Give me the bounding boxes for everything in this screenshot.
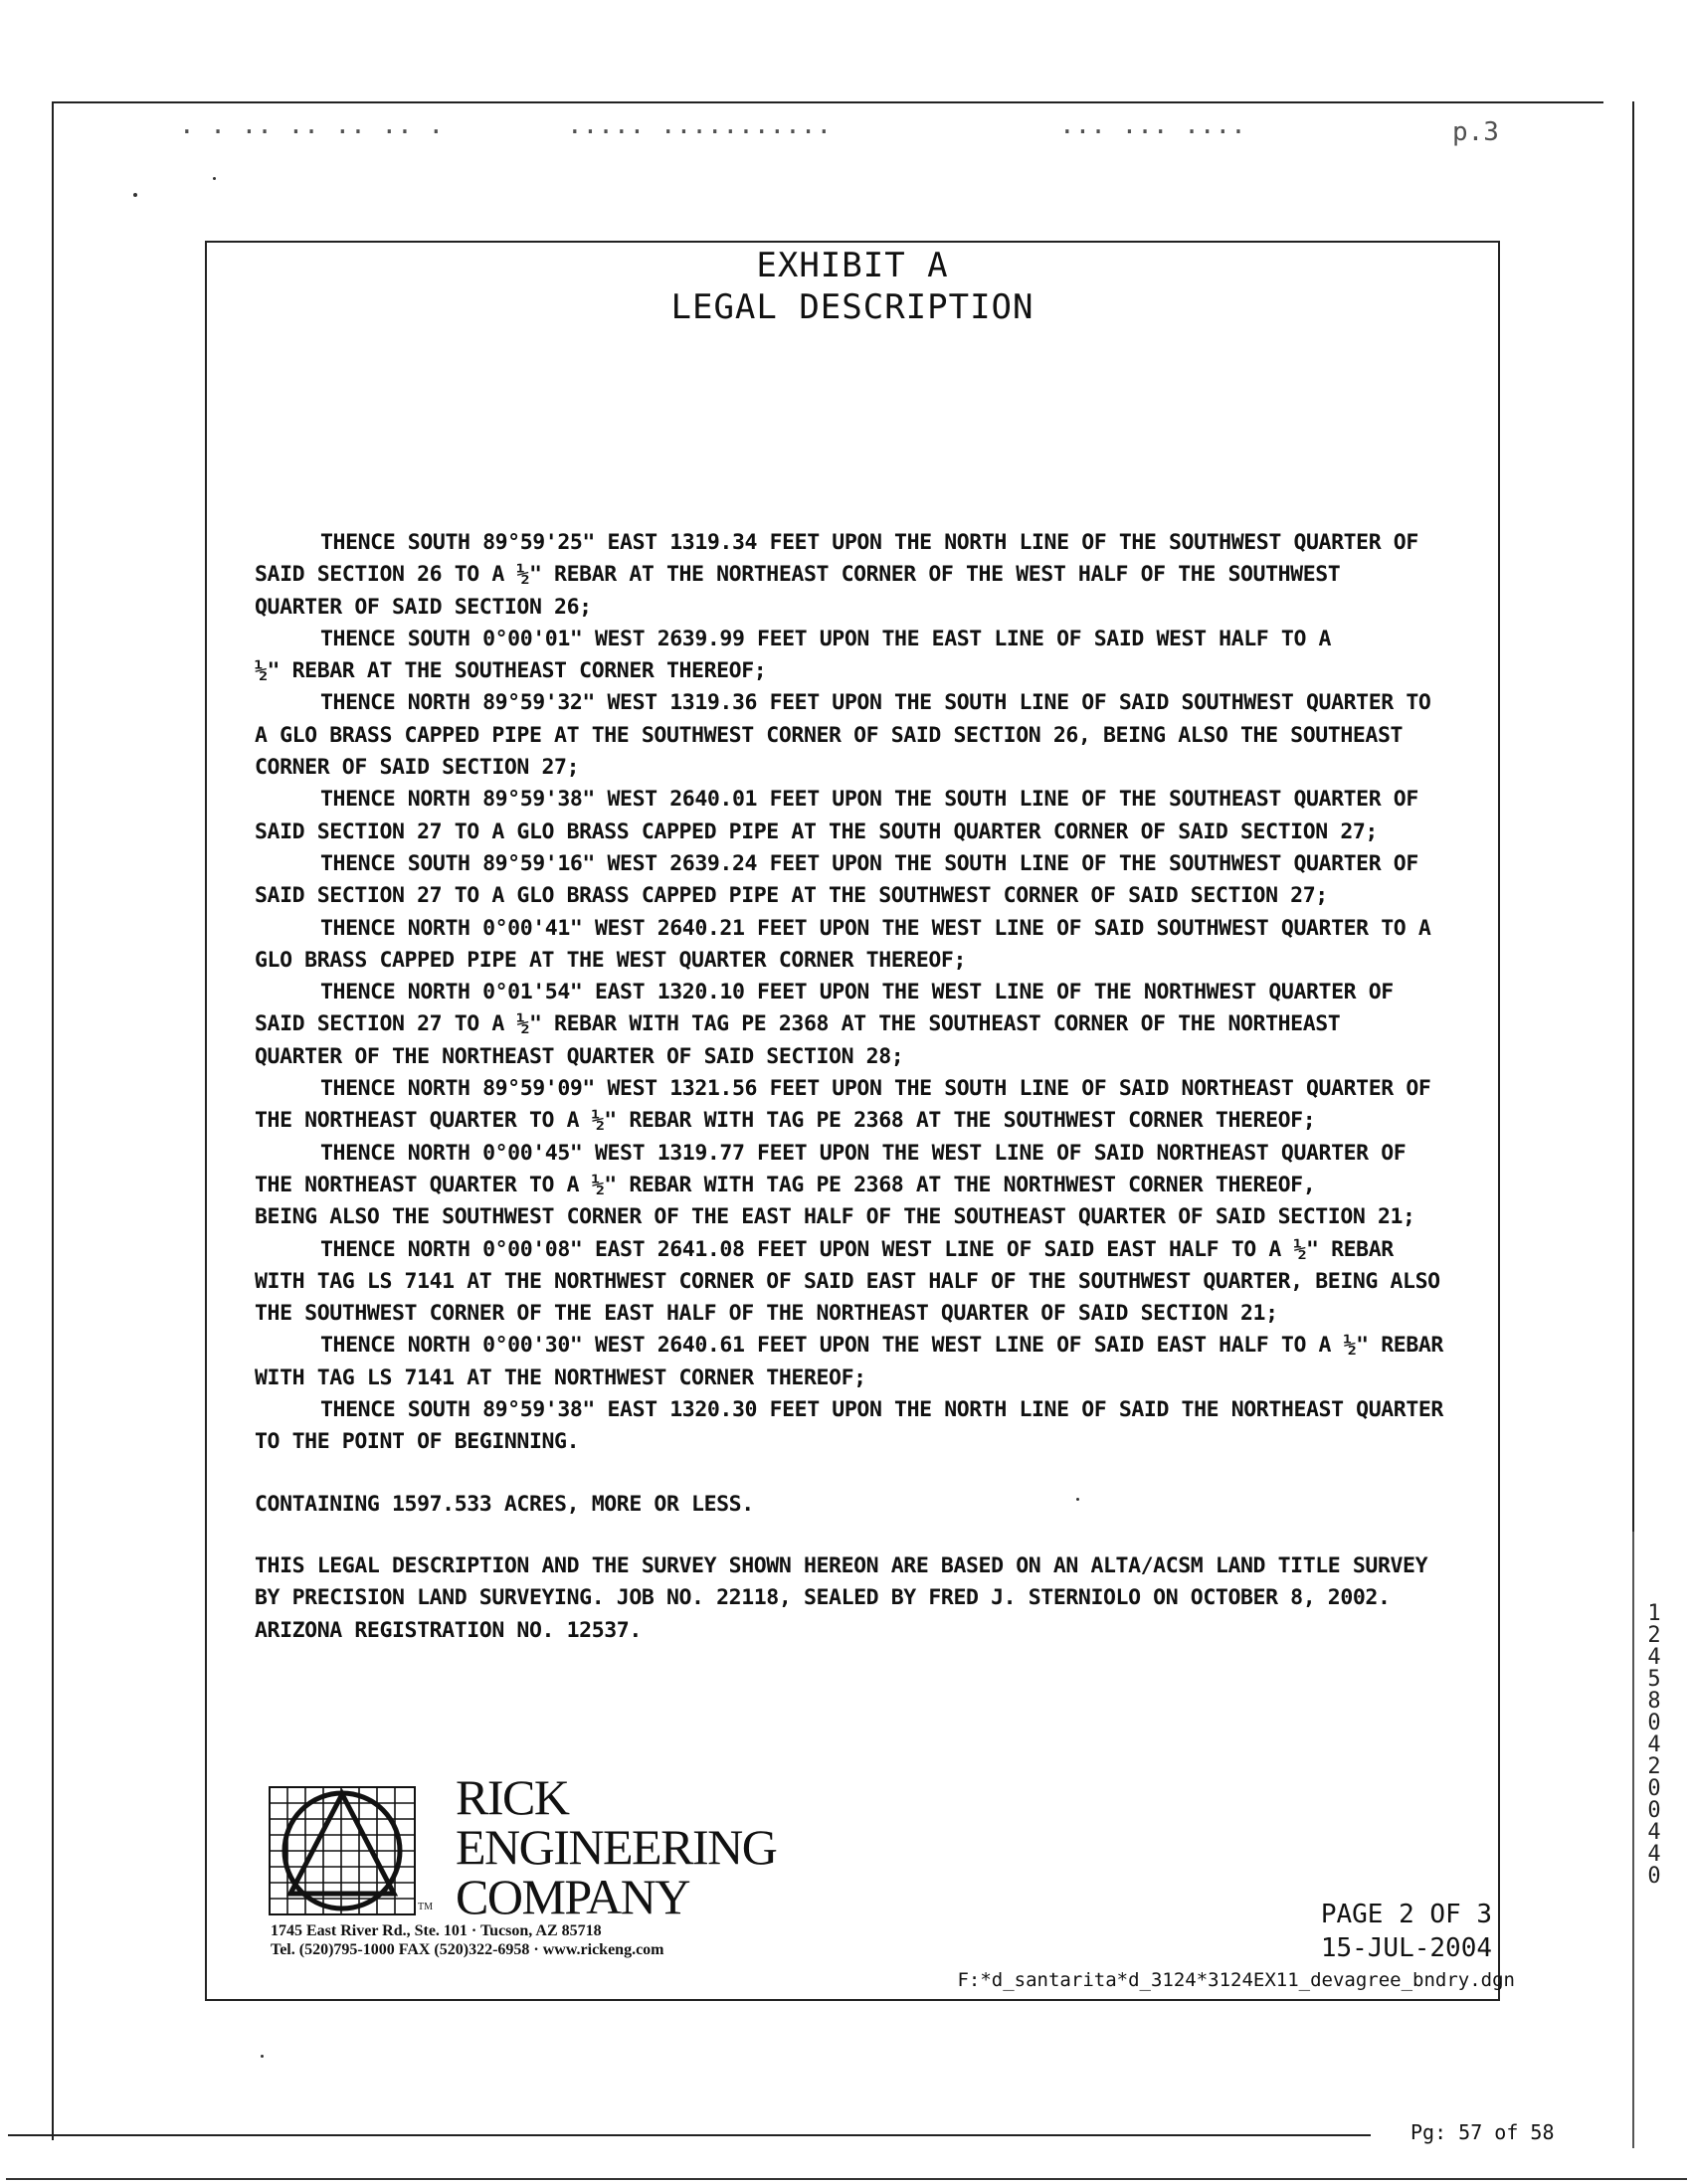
company-name-line1: RICK (456, 1769, 569, 1825)
fax-header-timestamp: · · ·· ·· ·· ·· · (179, 117, 445, 147)
contact-info: Tel. (520)795-1000 FAX (520)322-6958 · www.rickeng.com (271, 1941, 664, 1958)
spacer (255, 1459, 1488, 1489)
company-name-line2: ENGINEERING (456, 1819, 777, 1875)
legal-description-line: WITH TAG LS 7141 AT THE NORTHWEST CORNER THEREOF; (255, 1365, 866, 1390)
certification-line: BY PRECISION LAND SURVEYING. JOB NO. 22118, SEALED BY FRED J. STERNIOLO ON OCTOBER 8, 2002. (255, 1585, 1391, 1611)
legal-description-line: THENCE NORTH 0°00'30" WEST 2640.61 FEET UPON THE WEST LINE OF SAID EAST HALF TO A ½" REBAR (320, 1333, 1443, 1359)
trademark-mark: TM (418, 1902, 433, 1912)
legal-description-line: THENCE NORTH 0°00'41" WEST 2640.21 FEET UPON THE WEST LINE OF SAID SOUTHWEST QUARTER TO A (320, 915, 1431, 941)
legal-description-line: QUARTER OF THE NORTHEAST QUARTER OF SAID SECTION 28; (255, 1043, 904, 1069)
legal-description-line: THENCE SOUTH 89°59'25" EAST 1319.34 FEET UPON THE NORTH LINE OF THE SOUTHWEST QUARTER OF (320, 530, 1418, 555)
legal-description-line: QUARTER OF SAID SECTION 26; (255, 594, 592, 620)
drawing-file-path: F:*d_santarita*d_3124*3124EX11_devagree_bndry.dgn (957, 1969, 1515, 1991)
footer-rule (8, 2134, 1371, 2136)
fax-header-phone: ··· ··· ···· (1059, 117, 1246, 147)
certification-line: ARIZONA REGISTRATION NO. 12537. (255, 1617, 642, 1643)
scan-speck (261, 2055, 264, 2058)
legal-description-line: THENCE SOUTH 89°59'16" WEST 2639.24 FEET UPON THE SOUTH LINE OF THE SOUTHWEST QUARTER OF (320, 850, 1418, 876)
document-date: 15-JUL-2004 (1320, 1933, 1492, 1963)
exhibit-heading: EXHIBIT A (756, 246, 949, 285)
legal-description-line: THENCE NORTH 89°59'09" WEST 1321.56 FEET UPON THE SOUTH LINE OF SAID NORTHEAST QUARTER OF (320, 1076, 1431, 1102)
rick-engineering-logo (269, 1786, 416, 1915)
legal-description-line: THENCE SOUTH 89°59'38" EAST 1320.30 FEET UPON THE NORTH LINE OF SAID THE NORTHEAST QUARTER (320, 1397, 1443, 1423)
legal-description-line: BEING ALSO THE SOUTHWEST CORNER OF THE EAST HALF OF THE SOUTHEAST QUARTER OF SAID SECTION 21; (255, 1204, 1415, 1230)
legal-description-line: THENCE NORTH 0°00'45" WEST 1319.77 FEET UPON THE WEST LINE OF SAID NORTHEAST QUARTER OF (320, 1140, 1407, 1166)
scan-speck (133, 193, 137, 197)
spacer (255, 1521, 1488, 1550)
legal-description-line: SAID SECTION 27 TO A GLO BRASS CAPPED PIPE AT THE SOUTH QUARTER CORNER OF SAID SECTION 27; (255, 819, 1378, 844)
metes-and-bounds-text (255, 527, 1488, 1459)
acreage-statement: CONTAINING 1597.533 ACRES, MORE OR LESS. (255, 1491, 754, 1517)
legal-description-line: GLO BRASS CAPPED PIPE AT THE WEST QUARTER CORNER THEREOF; (255, 947, 967, 973)
fax-header (179, 117, 1532, 153)
fax-frame-top-line (52, 101, 1603, 103)
footer-rule-bottom (6, 2178, 1687, 2180)
fax-header-page: p.3 (1452, 117, 1499, 147)
legal-description-line: THENCE SOUTH 0°00'01" WEST 2639.99 FEET UPON THE EAST LINE OF SAID WEST HALF TO A (320, 626, 1332, 651)
legal-description-line: SAID SECTION 27 TO A ½" REBAR WITH TAG PE 2368 AT THE SOUTHEAST CORNER OF THE NORTHEAST (255, 1011, 1341, 1037)
legal-description-line: A GLO BRASS CAPPED PIPE AT THE SOUTHWEST CORNER OF SAID SECTION 26, BEING ALSO THE SOUTHEAST (255, 722, 1404, 748)
legal-description-line: THENCE NORTH 89°59'38" WEST 2640.01 FEET UPON THE SOUTH LINE OF THE SOUTHEAST QUARTER OF (320, 787, 1418, 813)
page-number: PAGE 2 OF 3 (1320, 1900, 1492, 1929)
legal-description-body (255, 527, 1488, 1647)
legal-description-line: THENCE NORTH 89°59'32" WEST 1319.36 FEET UPON THE SOUTH LINE OF SAID SOUTHWEST QUARTER TO (320, 690, 1431, 716)
certification-line: THIS LEGAL DESCRIPTION AND THE SURVEY SHOWN HEREON ARE BASED ON AN ALTA/ACSM LAND TITLE SURVEY (255, 1552, 1428, 1578)
scan-speck (213, 177, 216, 180)
company-name-line3: COMPANY (456, 1869, 689, 1924)
legal-description-line: TO THE POINT OF BEGINNING. (255, 1429, 580, 1455)
recording-number: 12458 0420 0440 (1647, 1601, 1661, 1889)
legal-description-line: THE NORTHEAST QUARTER TO A ½" REBAR WITH TAG PE 2368 AT THE SOUTHWEST CORNER THEREOF; (255, 1108, 1316, 1134)
legal-description-line: THE NORTHEAST QUARTER TO A ½" REBAR WITH TAG PE 2368 AT THE NORTHWEST CORNER THEREOF, (255, 1172, 1316, 1197)
company-address (271, 1921, 664, 1959)
certification-text (255, 1550, 1488, 1647)
legal-description-line: ½" REBAR AT THE SOUTHEAST CORNER THEREOF; (255, 658, 767, 684)
legal-description-line: THENCE NORTH 0°01'54" EAST 1320.10 FEET UPON THE WEST LINE OF THE NORTHWEST QUARTER OF (320, 980, 1394, 1005)
footer-page-count: Pg: 57 of 58 (1410, 2120, 1555, 2144)
legal-description-line: CORNER OF SAID SECTION 27; (255, 755, 580, 781)
legal-description-line: THENCE NORTH 0°00'08" EAST 2641.08 FEET UPON WEST LINE OF SAID EAST HALF TO A ½" REBAR (320, 1236, 1394, 1262)
document-title (205, 245, 1500, 328)
fax-frame-right-line-lower (1632, 1532, 1634, 2148)
legal-description-line: SAID SECTION 26 TO A ½" REBAR AT THE NORTHEAST CORNER OF THE WEST HALF OF THE SOUTHWEST (255, 562, 1341, 588)
street-address: 1745 East River Rd., Ste. 101 · Tucson, AZ 85718 (271, 1922, 602, 1939)
page-info (1233, 1898, 1492, 1965)
legal-description-heading: LEGAL DESCRIPTION (670, 287, 1034, 327)
legal-description-line: SAID SECTION 27 TO A GLO BRASS CAPPED PIPE AT THE SOUTHWEST CORNER OF SAID SECTION 27; (255, 883, 1328, 909)
fax-header-sender: ····· ··········· (567, 117, 833, 147)
fax-frame-left-line (52, 101, 54, 2140)
legal-description-line: WITH TAG LS 7141 AT THE NORTHWEST CORNER OF SAID EAST HALF OF THE SOUTHWEST QUARTER, BEING ALSO (255, 1268, 1440, 1294)
fax-frame-right-line (1632, 101, 1634, 1534)
legal-description-line: THE SOUTHWEST CORNER OF THE EAST HALF OF THE NORTHEAST QUARTER OF SAID SECTION 21; (255, 1301, 1278, 1327)
company-wordmark (456, 1769, 777, 1924)
